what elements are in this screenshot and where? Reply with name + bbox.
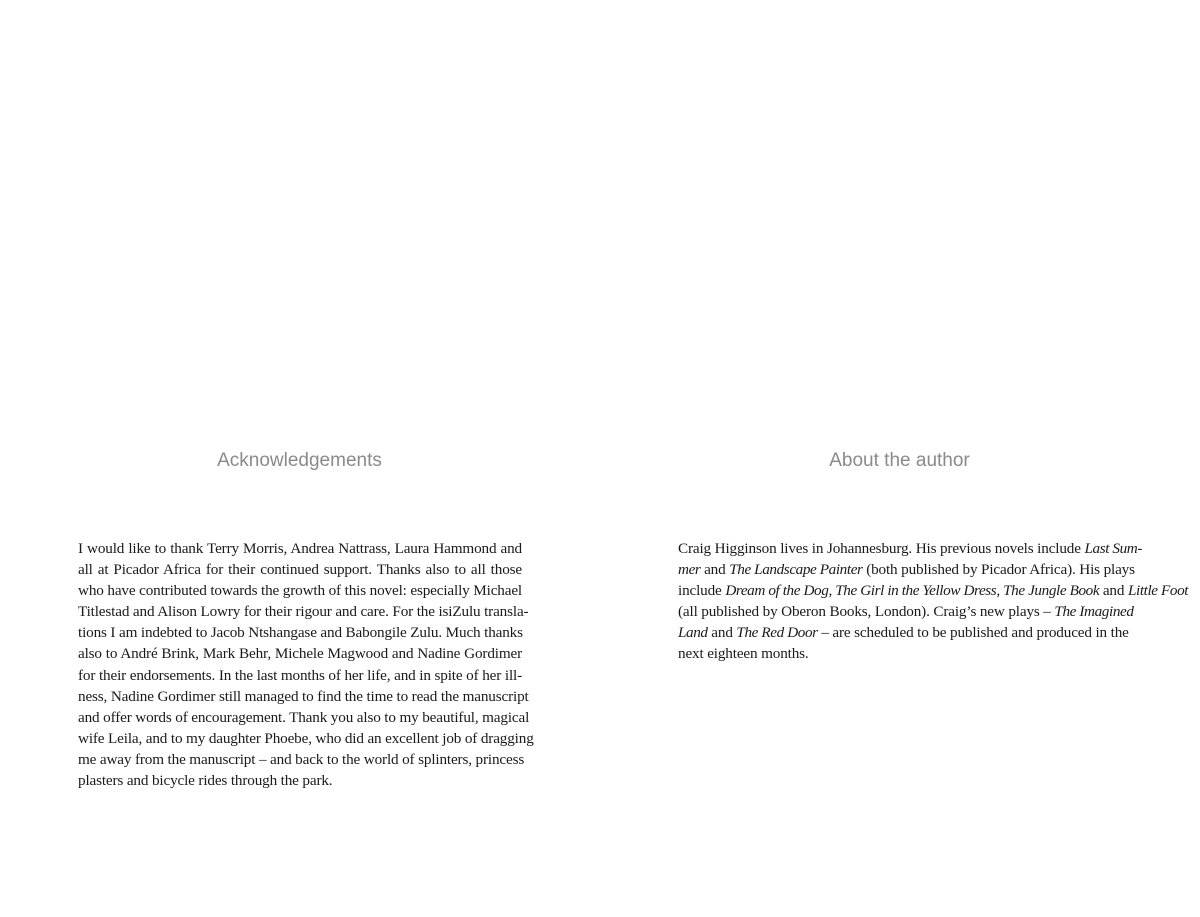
text-line (78, 665, 522, 686)
text-line (678, 580, 1189, 601)
text-line (78, 538, 522, 559)
italic-title-text: The Red Door (736, 624, 818, 642)
text-segment: and (700, 561, 730, 579)
italic-title-text: Dream of the Dog, The Girl in the Yellow Dress, The Jungle Book (725, 582, 1100, 600)
italic-title-text: The Imagined (1054, 603, 1134, 621)
text-segment: Titlestad and Alison Lowry for their rigour and care. For the isiZulu transla- (78, 603, 529, 621)
acknowledgements-heading: Acknowledgements (217, 450, 382, 471)
about-author-text (678, 538, 1189, 665)
text-line (678, 559, 1135, 580)
italic-title-text: mer (678, 561, 701, 579)
text-segment: I would like to thank Terry Morris, Andrea Nattrass, Laura Hammond and (78, 540, 522, 557)
text-line (678, 622, 1129, 643)
text-segment: next eighteen months. (678, 645, 809, 663)
text-line (78, 707, 530, 728)
italic-title-text: Little Foot (1127, 582, 1189, 600)
about-author-heading: About the author (829, 450, 970, 471)
text-segment: (both published by Picador Africa). His plays (862, 561, 1135, 579)
text-segment: and offer words of encouragement. Thank you also to my beautiful, magical (78, 708, 530, 726)
italic-title-text: Last Sum- (1084, 540, 1143, 557)
text-segment: for their endorsements. In the last months of her life, and in spite of her ill- (78, 666, 522, 684)
italic-title-text: Land (678, 624, 708, 642)
text-line (78, 601, 529, 622)
text-segment: Craig Higginson lives in Johannesburg. His previous novels include (678, 540, 1085, 557)
text-segment: all at Picador Africa for their continued support. Thanks also to all those (78, 561, 522, 579)
acknowledgements-text (78, 538, 534, 791)
text-line (78, 686, 529, 707)
text-segment: plasters and bicycle rides through the park. (78, 772, 333, 790)
text-segment: and (707, 624, 737, 642)
text-line (78, 770, 522, 791)
italic-title-text: The Landscape Painter (729, 561, 863, 579)
text-line (678, 538, 1143, 559)
text-segment: tions I am indebted to Jacob Ntshangase and Babongile Zulu. Much thanks (78, 624, 523, 642)
text-line (678, 643, 1122, 664)
text-segment: wife Leila, and to my daughter Phoebe, who did an excellent job of dragging (78, 729, 534, 747)
text-segment: – are scheduled to be published and produced in the (817, 624, 1129, 642)
text-segment: ness, Nadine Gordimer still managed to find the time to read the manuscript (78, 687, 529, 705)
text-segment: me away from the manuscript – and back to the world of splinters, princess (78, 750, 525, 768)
text-line (78, 559, 522, 580)
text-segment: (all published by Oberon Books, London). Craig’s new plays – (678, 603, 1055, 621)
text-segment: also to André Brink, Mark Behr, Michele Magwood and Nadine Gordimer (78, 645, 522, 663)
text-segment: who have contributed towards the growth of this novel: especially Michael (78, 582, 522, 600)
text-line (678, 601, 1134, 622)
text-line (78, 580, 522, 601)
text-segment: include (678, 582, 726, 600)
text-segment: and (1099, 582, 1128, 600)
text-line (78, 643, 522, 664)
text-line (78, 622, 522, 643)
text-line (78, 749, 525, 770)
text-line (78, 728, 534, 749)
